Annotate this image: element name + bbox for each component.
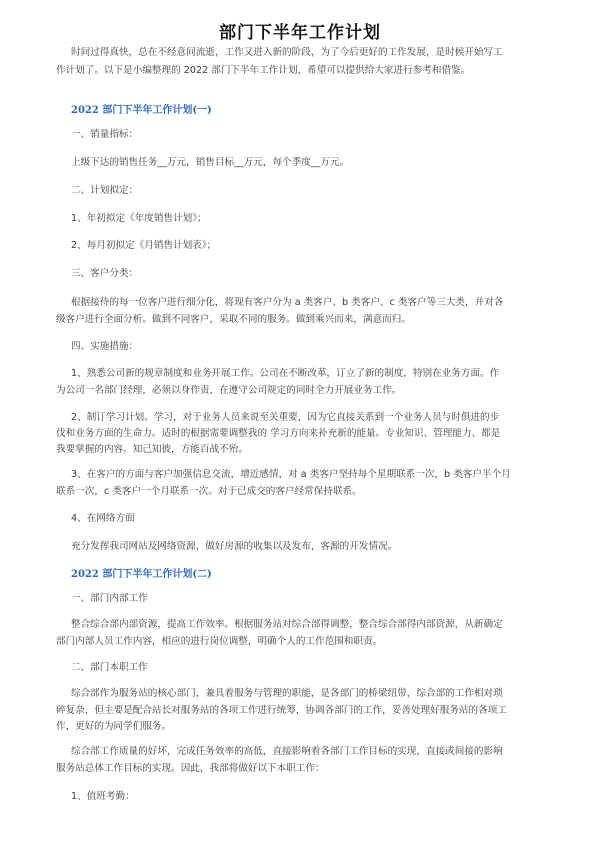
duty-p2-line-2: 服务站总体工作目标的实现。因此，我部将做好以下本职工作： <box>56 763 325 774</box>
duty-p1-line-2: 碎复杂，但主要是配合站长对服务站的各项工作进行统筹，协调各部门的工作，妥善处理好服务站的各项工 <box>56 705 507 716</box>
duty-p1-line-1: 综合部作为服务站的核心部门，兼具着服务与管理的职能，是各部门的桥梁纽带，综合部的工作相对琐 <box>71 688 503 699</box>
measure-3-line-2: 联系一次，c 类客户一个月联系一次。对于已成交的客户经常保持联系。 <box>56 486 362 497</box>
duty-p1-line-3: 作，更好的为同学们服务。 <box>56 721 172 732</box>
duty-work-title: 二、部门本职工作 <box>71 662 148 673</box>
measure-4: 4、在网络方面 <box>71 513 135 524</box>
section-heading-1: 2022 部门下半年工作计划(一) <box>71 105 212 116</box>
customer-class-line-1: 根据接待的每一位客户进行细分化，将现有客户分为 a 类客户、b 类客户、c 类客户等三大类，并对各 <box>71 297 504 308</box>
measure-2-line-3: 我要掌握的内容。知己知彼，方能百战不殆。 <box>56 444 248 455</box>
plan-title: 二、计划拟定： <box>71 185 139 196</box>
attendance-item: 1、值班考勤： <box>71 791 135 802</box>
measures-title: 四、实施措施： <box>71 341 139 352</box>
network-text: 充分发挥我司网站及网络资源，做好房源的收集以及发布，客源的开发情况。 <box>71 541 398 552</box>
plan-item-2: 2、每月初拟定《月销售计划表》； <box>71 240 217 251</box>
section-heading-2: 2022 部门下半年工作计划(二) <box>71 569 212 580</box>
plan-item-1: 1、年初拟定《年度销售计划》； <box>71 213 207 224</box>
duty-p2-line-1: 综合部工作质量的好坏，完成任务效率的高低，直接影响着各部门工作目标的实现，直接或间接的影响 <box>71 746 503 757</box>
measure-1-line-2: 为公司一名部门经理，必须以身作责，在遵守公司规定的同时全力开展业务工作。 <box>56 385 402 396</box>
intro-line-2: 作计划了。以下是小编整理的 2022 部门下半年工作计划，希望可以提供给大家进行参考和借鉴。 <box>56 65 471 76</box>
internal-work-line-2: 部门内部人员工作内容，相应的进行岗位调整，明确个人的工作范围和职责。 <box>56 636 383 647</box>
measure-2-line-1: 2、制订学习计划。学习，对于业务人员来说至关重要，因为它直接关系到一个业务人员与时俱进的步 <box>71 412 500 423</box>
page-title: 部门下半年工作计划 <box>219 23 381 43</box>
intro-line-1: 时间过得真快，总在不经意间流逝，工作又进入新的阶段，为了今后更好的工作发展，是时候开始写工 <box>71 47 503 58</box>
customer-class-title: 三、客户分类： <box>71 268 139 279</box>
sales-target-text: 上级下达的销售任务__万元，销售目标__万元，每个季度__万元。 <box>71 157 350 168</box>
measure-3-line-1: 3、在客户的方面与客户加强信息交流，增近感情，对 a 类客户坚持每个星期联系一次，b 类客户半个月 <box>71 469 511 480</box>
measure-1-line-1: 1、熟悉公司新的规章制度和业务开展工作。公司在不断改革，订立了新的制度，特别在业务方面。作 <box>71 368 500 379</box>
internal-work-title: 一、部门内部工作 <box>71 593 148 604</box>
internal-work-line-1: 整合综合部内部资源，提高工作效率。根据服务站对综合部得调整，整合综合部得内部资源，从新确定 <box>71 619 503 630</box>
customer-class-line-2: 级客户进行全面分析。做到不同客户，采取不同的服务。做到乘兴而来，满意而归。 <box>56 314 411 325</box>
measure-2-line-2: 伐和业务方面的生命力。适时的根据需要调整我的 学习方向来补充新的能量。专业知识、管理能力、都是 <box>56 428 501 439</box>
sales-target-title: 一、销量指标： <box>71 129 139 140</box>
